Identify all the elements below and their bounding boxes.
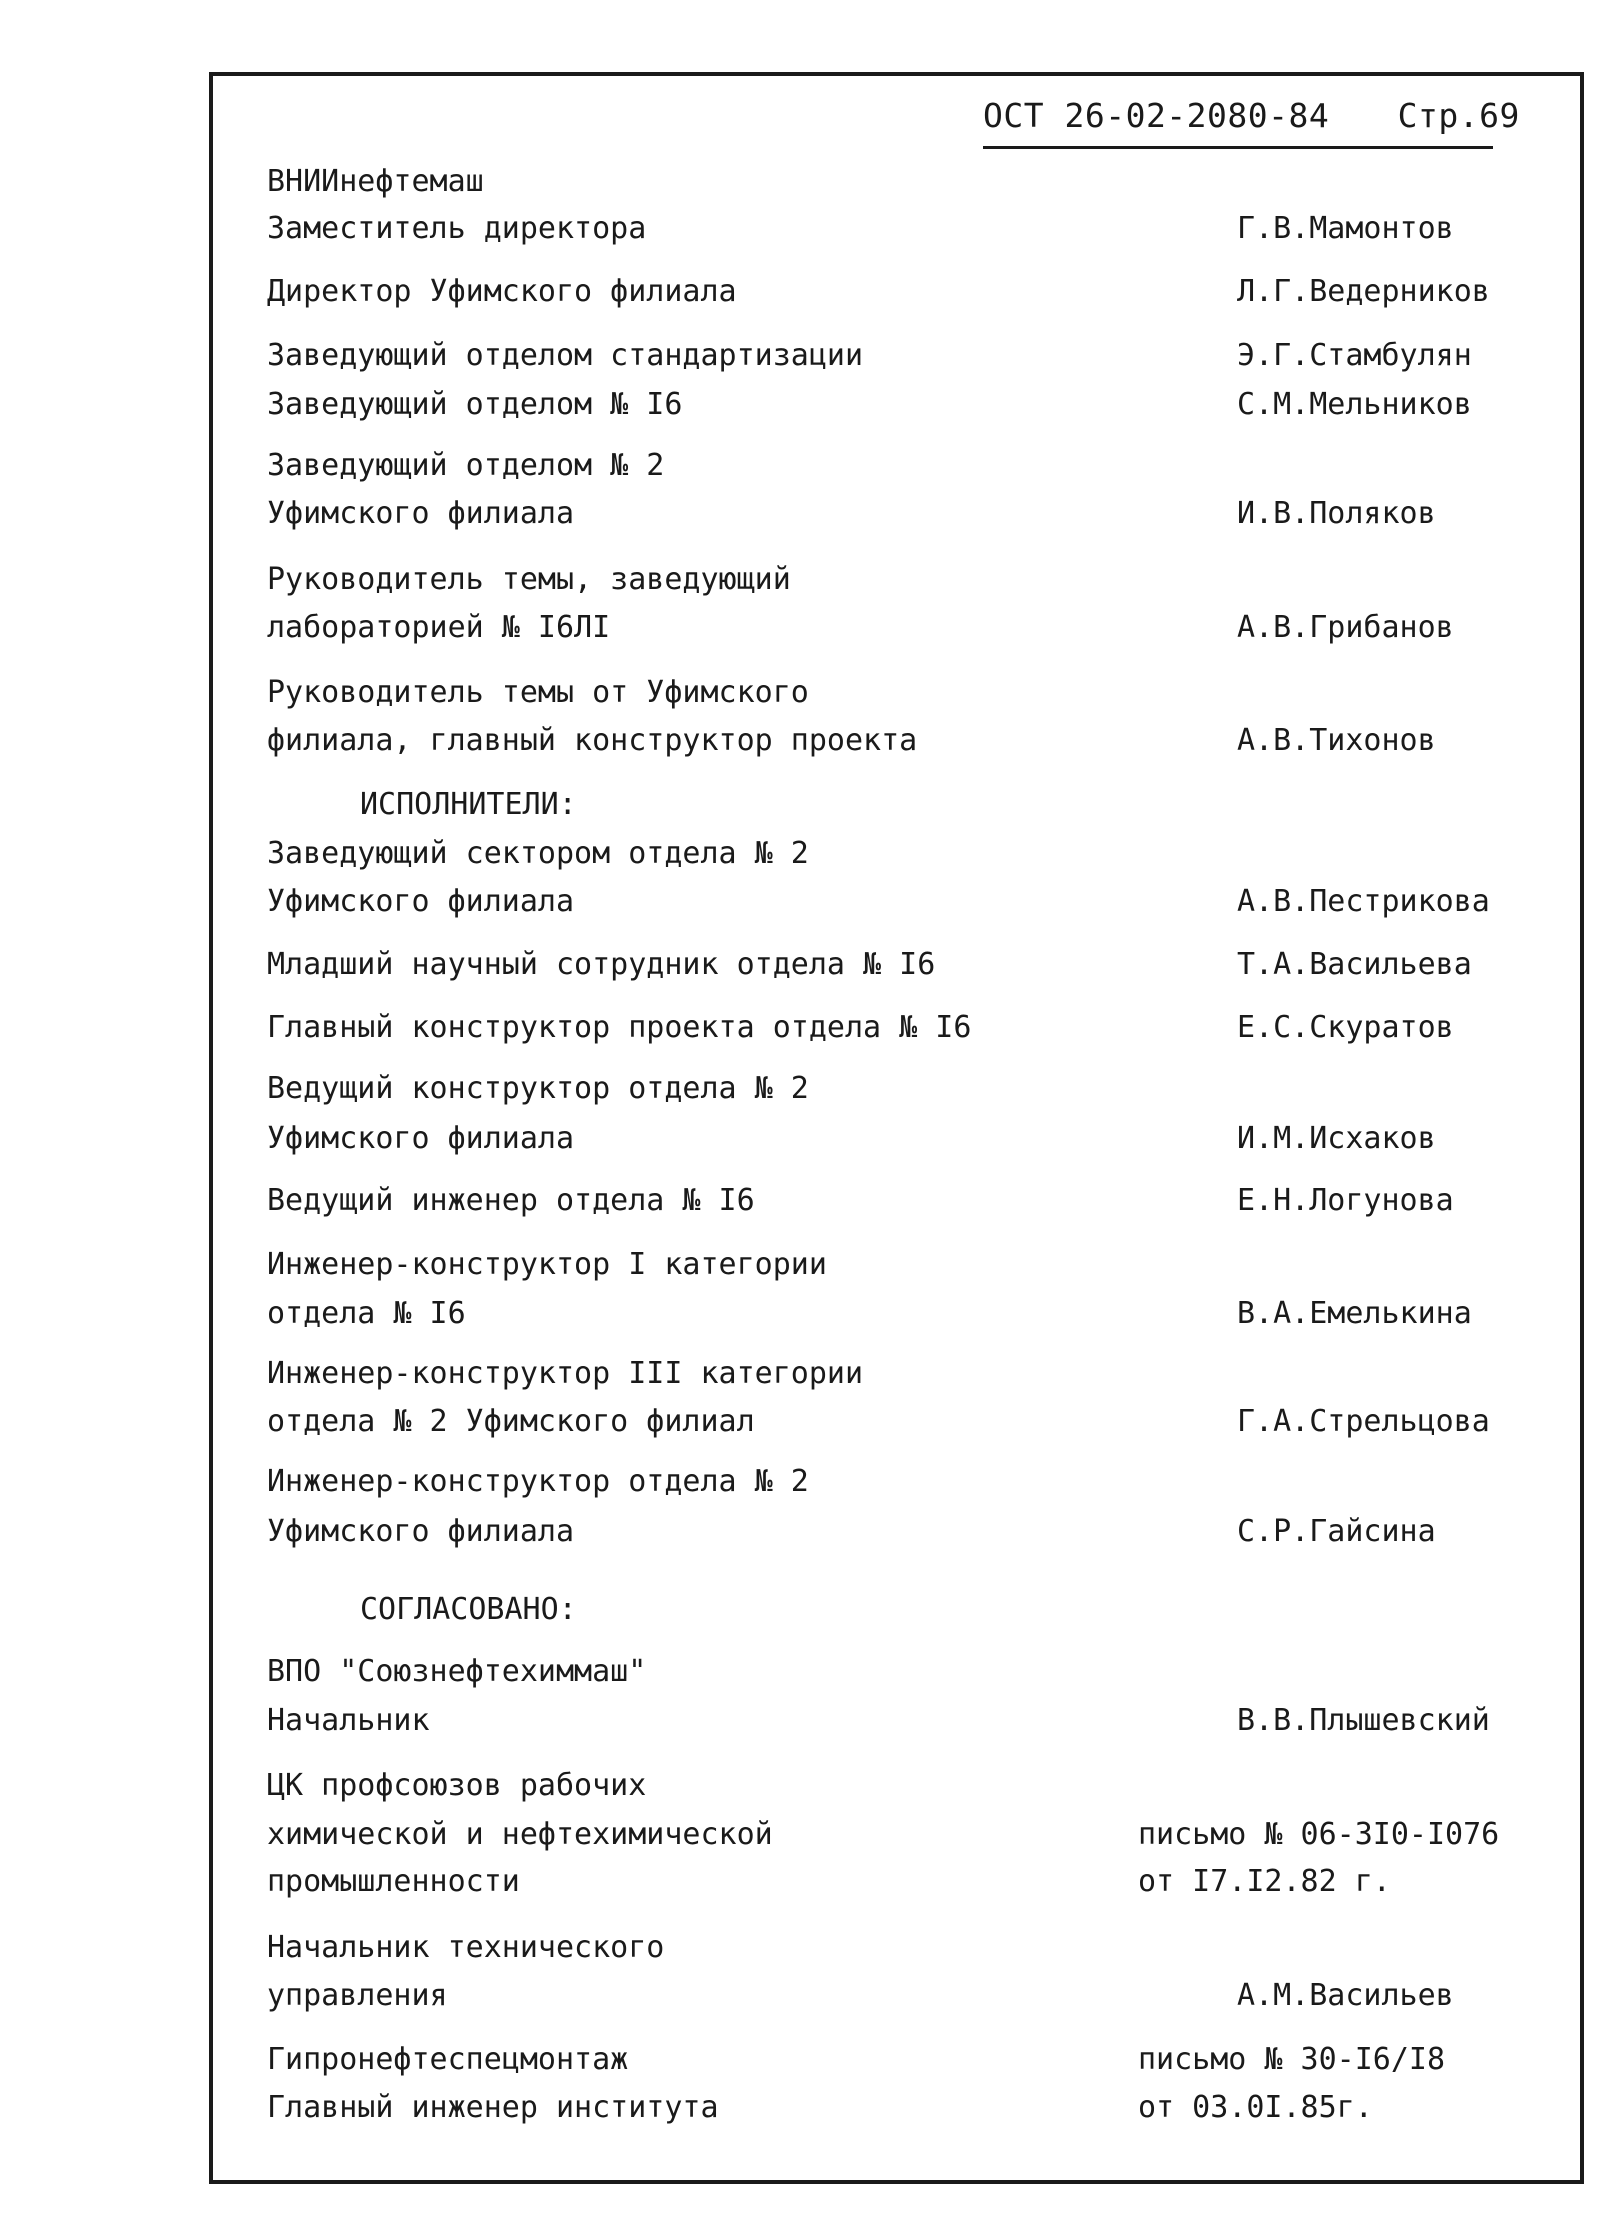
agreed-letter-date: от I7.I2.82 г. <box>1138 1864 1391 1899</box>
document-code: ОСТ 26-02-2080-84 <box>983 96 1330 135</box>
entry-name: А.В.Тихонов <box>1237 723 1436 758</box>
page-number: Стр.69 <box>1397 96 1520 135</box>
executors-heading: ИСПОЛНИТЕЛИ: <box>360 787 577 822</box>
entry-title: Заместитель директора <box>267 211 647 246</box>
executor-title: Инженер-конструктор отдела № 2 <box>267 1464 809 1499</box>
executor-name: И.М.Исхаков <box>1237 1121 1436 1156</box>
executor-name: В.А.Емелькина <box>1237 1296 1472 1331</box>
entry-name: Г.В.Мамонтов <box>1237 211 1454 246</box>
organization-name: ВНИИнефтемаш <box>267 164 484 199</box>
entry-title: Уфимского филиала <box>267 496 575 531</box>
executor-name: Г.А.Стрельцова <box>1237 1404 1490 1439</box>
entry-title: Руководитель темы, заведующий <box>267 562 791 597</box>
agreed-title: Гипронефтеспецмонтаж <box>267 2042 629 2077</box>
executor-name: Т.А.Васильева <box>1237 947 1472 982</box>
executor-title: Инженер-конструктор III категории <box>267 1356 864 1391</box>
header-underline <box>983 146 1493 149</box>
executor-title: Инженер-конструктор I категории <box>267 1247 827 1282</box>
agreed-letter-date: от 03.0I.85г. <box>1138 2090 1373 2125</box>
executor-title: Уфимского филиала <box>267 884 575 919</box>
entry-title: лабораторией № I6ЛI <box>267 610 611 645</box>
entry-title: Руководитель темы от Уфимского <box>267 675 809 710</box>
entry-title: филиала, главный конструктор проекта <box>267 723 918 758</box>
entry-title: Директор Уфимского филиала <box>267 274 737 309</box>
executor-name: А.В.Пестрикова <box>1237 884 1490 919</box>
executor-title: Младший научный сотрудник отдела № I6 <box>267 947 936 982</box>
agreed-title: промышленности <box>267 1864 520 1899</box>
agreed-title: Начальник <box>267 1703 430 1738</box>
agreed-title: ЦК профсоюзов рабочих <box>267 1768 647 1803</box>
executor-title: Уфимского филиала <box>267 1121 575 1156</box>
executor-title: Главный конструктор проекта отдела № I6 <box>267 1010 972 1045</box>
agreed-name: А.М.Васильев <box>1237 1978 1454 2013</box>
executor-name: Е.С.Скуратов <box>1237 1010 1454 1045</box>
page-header <box>983 96 1520 135</box>
agreed-title: ВПО "Союзнефтехиммаш" <box>267 1654 647 1689</box>
executor-title: Заведующий сектором отдела № 2 <box>267 836 809 871</box>
executor-name: Е.Н.Логунова <box>1237 1183 1454 1218</box>
agreed-name: В.В.Плышевский <box>1237 1703 1490 1738</box>
executor-title: Уфимского филиала <box>267 1514 575 1549</box>
entry-name: Л.Г.Ведерников <box>1237 274 1490 309</box>
executor-title: отдела № 2 Уфимского филиал <box>267 1404 755 1439</box>
executor-title: Ведущий конструктор отдела № 2 <box>267 1071 809 1106</box>
executor-title: отдела № I6 <box>267 1296 466 1331</box>
entry-name: С.М.Мельников <box>1237 387 1472 422</box>
entry-name: Э.Г.Стамбулян <box>1237 338 1472 373</box>
agreed-letter-number: письмо № 06-3I0-I076 <box>1138 1817 1500 1852</box>
agreed-title: химической и нефтехимической <box>267 1817 773 1852</box>
entry-title: Заведующий отделом № I6 <box>267 387 683 422</box>
entry-name: И.В.Поляков <box>1237 496 1436 531</box>
agreed-title: управления <box>267 1978 448 2013</box>
entry-title: Заведующий отделом № 2 <box>267 448 665 483</box>
entry-title: Заведующий отделом стандартизации <box>267 338 864 373</box>
agreed-title: Главный инженер института <box>267 2090 719 2125</box>
agreed-letter-number: письмо № 30-I6/I8 <box>1138 2042 1446 2077</box>
executor-title: Ведущий инженер отдела № I6 <box>267 1183 755 1218</box>
entry-name: А.В.Грибанов <box>1237 610 1454 645</box>
agreed-title: Начальник технического <box>267 1930 665 1965</box>
agreed-heading: СОГЛАСОВАНО: <box>360 1592 577 1627</box>
executor-name: С.Р.Гайсина <box>1237 1514 1436 1549</box>
